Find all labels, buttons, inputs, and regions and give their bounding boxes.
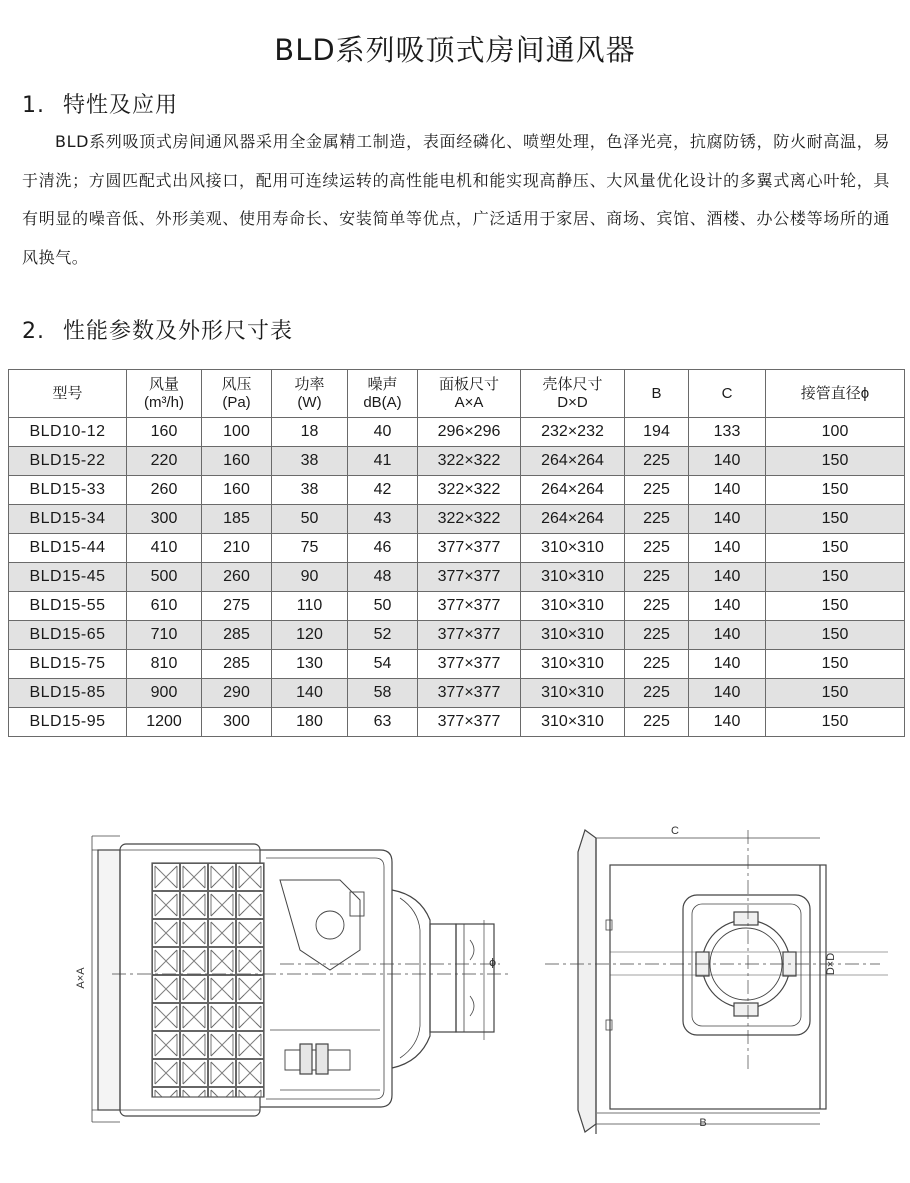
spec-table xyxy=(8,369,905,737)
table-cell: 225 xyxy=(625,592,689,621)
table-cell: 225 xyxy=(625,679,689,708)
table-row xyxy=(9,447,905,476)
table-cell: 322×322 xyxy=(418,476,521,505)
table-cell: 150 xyxy=(766,650,905,679)
table-cell: 140 xyxy=(689,447,766,476)
table-header-cell xyxy=(348,370,418,418)
table-cell: 275 xyxy=(202,592,272,621)
table-cell: 140 xyxy=(689,679,766,708)
section-1-title: 特性及应用 xyxy=(63,93,179,118)
table-cell: 225 xyxy=(625,534,689,563)
table-cell: 290 xyxy=(202,679,272,708)
model-cell: BLD15-34 xyxy=(9,505,127,534)
table-cell: 140 xyxy=(689,476,766,505)
table-cell: 90 xyxy=(272,563,348,592)
table-cell: 18 xyxy=(272,418,348,447)
dimension-label-c: C xyxy=(671,825,679,837)
table-cell: 225 xyxy=(625,708,689,737)
table-cell: 410 xyxy=(127,534,202,563)
table-cell: 50 xyxy=(272,505,348,534)
table-header-label: 风压 xyxy=(221,375,252,393)
table-header-unit: (Pa) xyxy=(222,393,251,411)
table-row xyxy=(9,563,905,592)
table-cell: 377×377 xyxy=(418,621,521,650)
table-cell: 710 xyxy=(127,621,202,650)
table-row xyxy=(9,650,905,679)
table-header-unit: D×D xyxy=(557,393,588,411)
table-cell: 185 xyxy=(202,505,272,534)
table-header-cell xyxy=(127,370,202,418)
table-cell: 310×310 xyxy=(521,621,625,650)
section-1-heading xyxy=(22,88,178,119)
table-cell: 194 xyxy=(625,418,689,447)
model-cell: BLD15-95 xyxy=(9,708,127,737)
table-header-label: 接管直径ϕ xyxy=(800,384,870,402)
table-cell: 264×264 xyxy=(521,476,625,505)
table-header-cell xyxy=(625,370,689,418)
table-cell: 160 xyxy=(127,418,202,447)
table-cell: 41 xyxy=(348,447,418,476)
model-cell: BLD15-45 xyxy=(9,563,127,592)
dimension-label-dxd: D×D xyxy=(825,952,837,976)
table-row xyxy=(9,621,905,650)
table-cell: 43 xyxy=(348,505,418,534)
table-cell: 225 xyxy=(625,650,689,679)
table-cell: 140 xyxy=(689,534,766,563)
table-cell: 260 xyxy=(202,563,272,592)
fan-technical-drawing xyxy=(0,800,910,1183)
table-body xyxy=(9,418,905,737)
table-cell: 310×310 xyxy=(521,679,625,708)
table-cell: 100 xyxy=(202,418,272,447)
table-cell: 140 xyxy=(689,621,766,650)
table-cell: 110 xyxy=(272,592,348,621)
table-cell: 63 xyxy=(348,708,418,737)
table-cell: 377×377 xyxy=(418,679,521,708)
table-cell: 500 xyxy=(127,563,202,592)
table-cell: 140 xyxy=(689,505,766,534)
table-cell: 140 xyxy=(689,563,766,592)
table-cell: 310×310 xyxy=(521,563,625,592)
table-cell: 54 xyxy=(348,650,418,679)
table-cell: 150 xyxy=(766,708,905,737)
table-cell: 50 xyxy=(348,592,418,621)
table-row xyxy=(9,679,905,708)
table-cell: 58 xyxy=(348,679,418,708)
table-cell: 40 xyxy=(348,418,418,447)
table-header-cell xyxy=(272,370,348,418)
table-row xyxy=(9,418,905,447)
table-cell: 225 xyxy=(625,621,689,650)
table-cell: 377×377 xyxy=(418,592,521,621)
table-cell: 130 xyxy=(272,650,348,679)
model-cell: BLD15-55 xyxy=(9,592,127,621)
table-row xyxy=(9,534,905,563)
front-view-drawing xyxy=(545,830,888,1134)
table-header-cell xyxy=(9,370,127,418)
table-cell: 42 xyxy=(348,476,418,505)
table-row xyxy=(9,708,905,737)
table-cell: 225 xyxy=(625,447,689,476)
table-cell: 225 xyxy=(625,563,689,592)
table-header-cell xyxy=(766,370,905,418)
table-cell: 264×264 xyxy=(521,505,625,534)
table-cell: 38 xyxy=(272,476,348,505)
table-header-unit: (m³/h) xyxy=(144,393,184,411)
table-cell: 52 xyxy=(348,621,418,650)
table-header-label: C xyxy=(721,384,733,402)
table-cell: 900 xyxy=(127,679,202,708)
table-header-unit: (W) xyxy=(297,393,322,411)
table-cell: 322×322 xyxy=(418,447,521,476)
table-cell: 150 xyxy=(766,592,905,621)
table-cell: 310×310 xyxy=(521,534,625,563)
table-cell: 225 xyxy=(625,505,689,534)
table-cell: 310×310 xyxy=(521,650,625,679)
table-cell: 322×322 xyxy=(418,505,521,534)
table-header-cell xyxy=(521,370,625,418)
table-cell: 296×296 xyxy=(418,418,521,447)
table-header-label: 面板尺寸 xyxy=(438,375,499,393)
dimension-label-axa: A×A xyxy=(75,967,87,989)
table-row xyxy=(9,592,905,621)
table-header-label: 功率 xyxy=(294,375,325,393)
table-cell: 377×377 xyxy=(418,650,521,679)
model-cell: BLD15-85 xyxy=(9,679,127,708)
table-header-unit: A×A xyxy=(454,393,484,411)
table-header-label: 型号 xyxy=(52,384,83,402)
table-cell: 150 xyxy=(766,505,905,534)
table-cell: 377×377 xyxy=(418,534,521,563)
table-cell: 810 xyxy=(127,650,202,679)
section-2-heading xyxy=(22,314,293,345)
table-cell: 610 xyxy=(127,592,202,621)
table-cell: 160 xyxy=(202,447,272,476)
table-cell: 150 xyxy=(766,621,905,650)
table-cell: 46 xyxy=(348,534,418,563)
table-row xyxy=(9,476,905,505)
dimension-label-phi: ϕ xyxy=(489,956,497,969)
table-header-cell xyxy=(418,370,521,418)
document-title: BLD系列吸顶式房间通风器 xyxy=(274,33,636,67)
table-header-label: 壳体尺寸 xyxy=(542,375,603,393)
table-cell: 150 xyxy=(766,476,905,505)
table-cell: 75 xyxy=(272,534,348,563)
section-2-title: 性能参数及外形尺寸表 xyxy=(63,319,294,344)
table-cell: 285 xyxy=(202,650,272,679)
table-header-label: 风量 xyxy=(148,375,179,393)
table-cell: 210 xyxy=(202,534,272,563)
table-cell: 140 xyxy=(272,679,348,708)
table-cell: 264×264 xyxy=(521,447,625,476)
table-cell: 150 xyxy=(766,447,905,476)
table-header-row xyxy=(9,370,905,418)
table-cell: 150 xyxy=(766,534,905,563)
model-cell: BLD10-12 xyxy=(9,418,127,447)
table-cell: 300 xyxy=(202,708,272,737)
table-cell: 100 xyxy=(766,418,905,447)
model-cell: BLD15-44 xyxy=(9,534,127,563)
table-cell: 180 xyxy=(272,708,348,737)
table-cell: 220 xyxy=(127,447,202,476)
table-cell: 260 xyxy=(127,476,202,505)
table-cell: 48 xyxy=(348,563,418,592)
table-header-label: 噪声 xyxy=(367,375,398,393)
table-cell: 140 xyxy=(689,592,766,621)
side-view-drawing xyxy=(92,836,510,1122)
table-cell: 38 xyxy=(272,447,348,476)
model-cell: BLD15-22 xyxy=(9,447,127,476)
dimension-label-b: B xyxy=(699,1117,707,1129)
table-cell: 150 xyxy=(766,563,905,592)
table-header-cell xyxy=(689,370,766,418)
table-cell: 377×377 xyxy=(418,563,521,592)
section-1-paragraph: BLD系列吸顶式房间通风器采用全金属精工制造，表面经磷化、喷塑处理，色泽光亮，抗腐防锈，防火耐高温，易于清洗；方圆匹配式出风接口，配用可连续运转的高性能电机和能实现高静压、大风量优化设计的多翼式离心叶轮，具有明显的噪音低、外形美观、使用寿命长、安装简单等优点，广泛适用于家居、商场、宾馆、酒楼、办公楼等场所的通风换气。 xyxy=(22,132,890,267)
table-cell: 150 xyxy=(766,679,905,708)
section-1-number: 1. xyxy=(22,93,45,118)
table-cell: 285 xyxy=(202,621,272,650)
table-cell: 140 xyxy=(689,650,766,679)
table-cell: 310×310 xyxy=(521,592,625,621)
table-cell: 1200 xyxy=(127,708,202,737)
table-cell: 377×377 xyxy=(418,708,521,737)
table-header-cell xyxy=(202,370,272,418)
model-cell: BLD15-75 xyxy=(9,650,127,679)
model-cell: BLD15-65 xyxy=(9,621,127,650)
table-cell: 133 xyxy=(689,418,766,447)
table-row xyxy=(9,505,905,534)
table-cell: 160 xyxy=(202,476,272,505)
model-cell: BLD15-33 xyxy=(9,476,127,505)
table-cell: 300 xyxy=(127,505,202,534)
table-header-unit: dB(A) xyxy=(363,393,402,411)
table-cell: 120 xyxy=(272,621,348,650)
table-cell: 225 xyxy=(625,476,689,505)
table-header-label: B xyxy=(651,384,662,402)
section-2-number: 2. xyxy=(22,319,45,344)
table-cell: 232×232 xyxy=(521,418,625,447)
table-cell: 140 xyxy=(689,708,766,737)
table-cell: 310×310 xyxy=(521,708,625,737)
